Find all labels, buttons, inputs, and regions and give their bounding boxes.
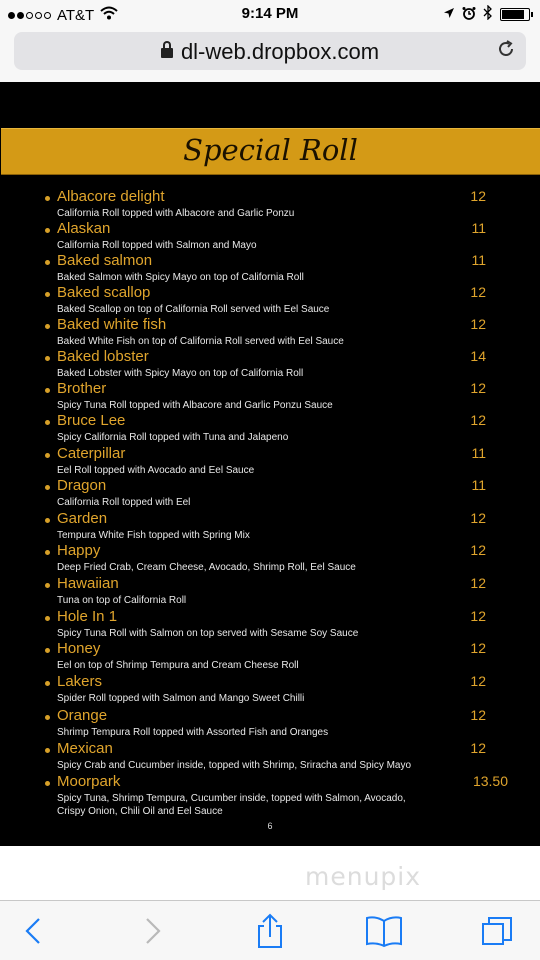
menu-item-description: California Roll topped with Salmon and Mayo: [57, 240, 257, 251]
menu-item-description: Baked Lobster with Spicy Mayo on top of California Roll: [57, 368, 304, 379]
tabs-icon: [478, 913, 518, 949]
menu-item-name: Caterpillar: [57, 445, 126, 462]
menu-item-price: 11: [471, 252, 486, 268]
menu-item-name: Happy: [57, 542, 101, 559]
section-banner: [1, 128, 540, 175]
menu-item-name: Mexican: [57, 740, 113, 757]
menu-item-description: Shrimp Tempura Roll topped with Assorted Fish and Oranges: [57, 727, 329, 738]
menu-item-price: 13.50: [472, 773, 508, 789]
menu-item-name: Hawaiian: [57, 575, 119, 592]
tabs-button[interactable]: [478, 913, 518, 949]
back-chevron-icon: [14, 913, 54, 949]
menu-item-price: 12: [470, 640, 486, 656]
bullet-icon: [45, 616, 50, 621]
bullet-icon: [45, 681, 50, 686]
menu-item-name: Baked white fish: [57, 316, 167, 333]
url-field[interactable]: [14, 32, 526, 70]
carrier-label: AT&T: [57, 6, 95, 24]
menu-item-price: 12: [470, 707, 486, 723]
share-icon: [250, 913, 290, 949]
bullet-icon: [45, 260, 50, 265]
bullet-icon: [45, 420, 50, 425]
menu-item-price: 12: [470, 412, 486, 428]
menu-item-description: Baked White Fish on top of California Roll served with Eel Sauce: [57, 336, 344, 347]
menu-item-description: Deep Fried Crab, Cream Cheese, Avocado, Shrimp Roll, Eel Sauce: [57, 562, 356, 573]
watermark: menupix: [305, 862, 422, 891]
menu-item-description: Baked Salmon with Spicy Mayo on top of California Roll: [57, 272, 304, 283]
menu-item-name: Orange: [57, 707, 108, 724]
menu-item-price: 12: [470, 740, 486, 756]
url-text: dl-web.dropbox.com: [180, 39, 380, 64]
share-button[interactable]: [250, 913, 290, 949]
menu-item-name: Moorpark: [57, 773, 121, 790]
menu-item-description: Eel on top of Shrimp Tempura and Cream Cheese Roll: [57, 660, 299, 671]
menu-item-description: California Roll topped with Albacore and Garlic Ponzu: [57, 208, 295, 219]
menu-item-price: 11: [471, 220, 486, 236]
bullet-icon: [45, 648, 50, 653]
battery-level: [502, 10, 524, 19]
status-time: 9:14 PM: [241, 5, 299, 22]
location-arrow-icon: [443, 6, 455, 23]
bullet-icon: [45, 324, 50, 329]
menu-item-price: 12: [470, 510, 486, 526]
section-title: Special Roll: [183, 133, 358, 167]
bullet-icon: [45, 228, 50, 233]
lock-icon: [161, 48, 173, 58]
status-bar: [0, 0, 540, 28]
bullet-icon: [45, 583, 50, 588]
menu-item-name: Lakers: [57, 673, 103, 690]
bullet-icon: [45, 196, 50, 201]
menu-item-description: Spicy Tuna, Shrimp Tempura, Cucumber inside, topped with Salmon, Avocado,: [57, 793, 406, 804]
menu-item-description: Baked Scallop on top of California Roll served with Eel Sauce: [57, 304, 330, 315]
bullet-icon: [45, 453, 50, 458]
bluetooth-icon: [483, 5, 493, 24]
menu-item-description: Tempura White Fish topped with Spring Mix: [57, 530, 250, 541]
reload-icon[interactable]: [496, 39, 516, 65]
battery-icon: [500, 8, 530, 21]
page-number: 6: [267, 821, 273, 831]
menu-item-name: Brother: [57, 380, 107, 397]
menu-item-price: 12: [470, 284, 486, 300]
menu-item-price: 11: [471, 445, 486, 461]
bullet-icon: [45, 550, 50, 555]
menu-item-description: California Roll topped with Eel: [57, 497, 191, 508]
menu-item-description: Spicy Crab and Cucumber inside, topped with Shrimp, Sriracha and Spicy Mayo: [57, 760, 412, 771]
menu-item-name: Garden: [57, 510, 108, 527]
menu-item-name: Baked scallop: [57, 284, 151, 301]
bullet-icon: [45, 485, 50, 490]
menu-item-name: Albacore delight: [57, 188, 165, 205]
status-right: [443, 5, 530, 24]
bullet-icon: [45, 388, 50, 393]
url-display[interactable]: [14, 39, 526, 65]
menu-item-description: Tuna on top of California Roll: [57, 595, 187, 606]
back-button[interactable]: [14, 913, 54, 949]
menu-item-price: 12: [470, 608, 486, 624]
menu-item-name: Dragon: [57, 477, 107, 494]
browser-address-area: [0, 28, 540, 82]
browser-toolbar: [0, 900, 540, 960]
menu-item-price: 11: [471, 477, 486, 493]
menu-item-name: Baked lobster: [57, 348, 149, 365]
menu-item-price: 12: [470, 316, 486, 332]
menu-item-name: Hole In 1: [57, 608, 118, 625]
menu-item-description: Spicy Tuna Roll with Salmon on top served with Sesame Soy Sauce: [57, 628, 359, 639]
menu-item-description: Spicy Tuna Roll topped with Albacore and Garlic Ponzu Sauce: [57, 400, 333, 411]
menu-item-price: 12: [470, 380, 486, 396]
web-content: [0, 82, 540, 900]
menu-item-price: 12: [470, 188, 486, 204]
bullet-icon: [45, 781, 50, 786]
forward-button[interactable]: [132, 913, 172, 949]
bookmarks-book-icon: [364, 913, 404, 949]
menu-item-price: 12: [470, 542, 486, 558]
menu-item-description: Eel Roll topped with Avocado and Eel Sauce: [57, 465, 255, 476]
menu-item-description-line2: Crispy Onion, Chili Oil and Eel Sauce: [57, 806, 223, 817]
bullet-icon: [45, 715, 50, 720]
bookmarks-button[interactable]: [364, 913, 404, 949]
bullet-icon: [45, 356, 50, 361]
menu-item-name: Alaskan: [57, 220, 111, 237]
menu-item-price: 12: [470, 673, 486, 689]
bullet-icon: [45, 292, 50, 297]
menu-item-name: Honey: [57, 640, 101, 657]
menu-item-description: Spider Roll topped with Salmon and Mango Sweet Chilli: [57, 693, 305, 704]
menu-item-price: 12: [470, 575, 486, 591]
bullet-icon: [45, 518, 50, 523]
menu-item-name: Baked salmon: [57, 252, 153, 269]
alarm-clock-icon: [462, 6, 476, 24]
menu-item-description: Spicy California Roll topped with Tuna and Jalapeno: [57, 432, 289, 443]
menu-page: [0, 82, 540, 846]
menu-item-name: Bruce Lee: [57, 412, 126, 429]
menu-item-price: 14: [470, 348, 486, 364]
forward-chevron-icon: [132, 913, 172, 949]
bullet-icon: [45, 748, 50, 753]
